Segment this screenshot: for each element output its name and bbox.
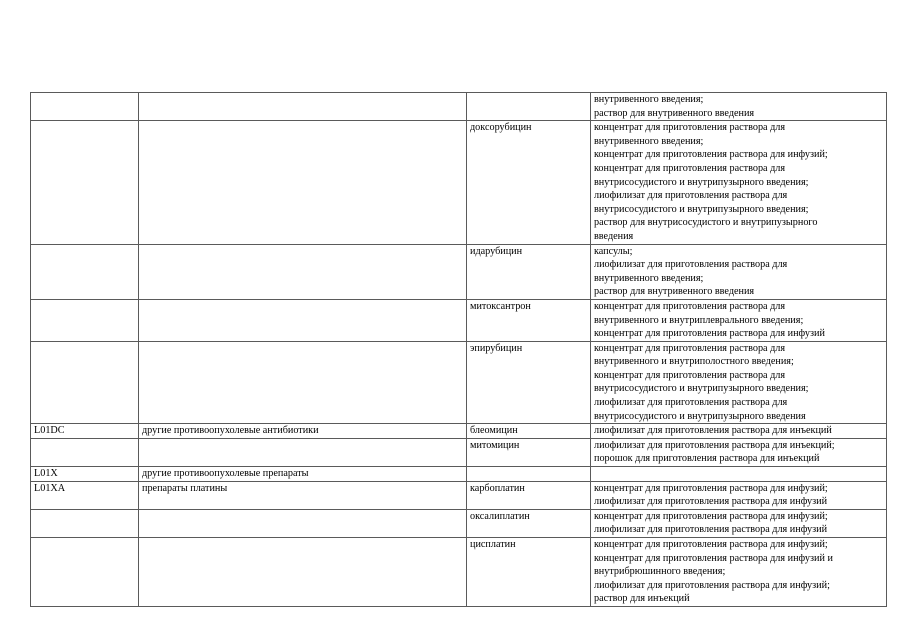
dosage-form-line: раствор для внутривенного введения — [594, 286, 755, 298]
drug-name-cell: митоксантрон — [467, 299, 591, 341]
dosage-form-line: концентрат для приготовления раствора для инфузий — [594, 328, 825, 340]
drug-name-cell — [467, 93, 591, 121]
anatomical-group-cell — [139, 509, 467, 537]
dosage-form-line: внутрисосудистого и внутрипузырного введения; — [594, 383, 809, 395]
dosage-form-line: лиофилизат для приготовления раствора для инъекций — [594, 425, 832, 437]
dosage-forms-cell — [591, 341, 887, 424]
dosage-form-line: раствор для инъекций — [594, 593, 690, 605]
dosage-forms-cell — [591, 467, 887, 482]
atc-code-cell — [31, 299, 139, 341]
drug-name-cell — [467, 467, 591, 482]
anatomical-group-cell — [139, 93, 467, 121]
dosage-form-line: внутрисосудистого и внутрипузырного введения — [594, 410, 806, 422]
dosage-forms-cell — [591, 121, 887, 244]
table-row — [31, 467, 887, 482]
table-row — [31, 438, 887, 466]
drug-table-body — [31, 93, 887, 607]
atc-code-cell: L01X — [31, 467, 139, 482]
drug-table — [30, 92, 887, 607]
dosage-forms-cell — [591, 244, 887, 299]
dosage-form-line: концентрат для приготовления раствора для инфузий; — [594, 482, 828, 494]
dosage-form-line: внутрисосудистого и внутрипузырного введения; — [594, 176, 809, 188]
dosage-form-line: лиофилизат для приготовления раствора для инфузий — [594, 496, 828, 508]
drug-name-cell: оксалиплатин — [467, 509, 591, 537]
table-row — [31, 509, 887, 537]
table-row — [31, 481, 887, 509]
table-row — [31, 538, 887, 607]
drug-name-cell: эпирубицин — [467, 341, 591, 424]
anatomical-group-cell: другие противоопухолевые антибиотики — [139, 424, 467, 439]
anatomical-group-cell — [139, 438, 467, 466]
drug-name-cell: карбоплатин — [467, 481, 591, 509]
dosage-form-line: лиофилизат для приготовления раствора для — [594, 259, 788, 271]
atc-code-cell: L01DC — [31, 424, 139, 439]
dosage-forms-cell — [591, 481, 887, 509]
dosage-form-line: лиофилизат для приготовления раствора для инъекций; — [594, 439, 835, 451]
dosage-form-line: лиофилизат для приготовления раствора для — [594, 190, 788, 202]
dosage-form-line: концентрат для приготовления раствора для — [594, 300, 786, 312]
dosage-forms-cell — [591, 424, 887, 439]
table-row — [31, 424, 887, 439]
drug-name-cell: митомицин — [467, 438, 591, 466]
dosage-form-line: порошок для приготовления раствора для инъекций — [594, 453, 820, 465]
atc-code-cell — [31, 93, 139, 121]
table-row — [31, 93, 887, 121]
dosage-form-line: лиофилизат для приготовления раствора для — [594, 397, 788, 409]
drug-name-cell: идарубицин — [467, 244, 591, 299]
dosage-form-line: введения — [594, 230, 634, 242]
table-row — [31, 121, 887, 244]
dosage-form-line: внутривенного введения; — [594, 272, 704, 284]
atc-code-cell — [31, 509, 139, 537]
dosage-forms-cell — [591, 93, 887, 121]
dosage-form-line: концентрат для приготовления раствора для инфузий; — [594, 510, 828, 522]
dosage-form-line: концентрат для приготовления раствора для — [594, 342, 786, 354]
dosage-form-line: внутривенного и внутриплеврального введения; — [594, 314, 804, 326]
table-row — [31, 244, 887, 299]
drug-name-cell: цисплатин — [467, 538, 591, 607]
dosage-form-line: лиофилизат для приготовления раствора для инфузий — [594, 524, 828, 536]
dosage-form-line: внутрисосудистого и внутрипузырного введения; — [594, 203, 809, 215]
dosage-forms-cell — [591, 538, 887, 607]
dosage-form-line: внутрибрюшинного введения; — [594, 566, 726, 578]
anatomical-group-cell: препараты платины — [139, 481, 467, 509]
anatomical-group-cell — [139, 299, 467, 341]
anatomical-group-cell — [139, 538, 467, 607]
dosage-form-line: внутривенного введения; — [594, 135, 704, 147]
anatomical-group-cell — [139, 121, 467, 244]
table-row — [31, 341, 887, 424]
dosage-forms-cell — [591, 438, 887, 466]
drug-name-cell: доксорубицин — [467, 121, 591, 244]
dosage-form-line: концентрат для приготовления раствора для — [594, 162, 786, 174]
dosage-form-line: раствор для внутрисосудистого и внутрипузырного — [594, 217, 818, 229]
dosage-form-line: концентрат для приготовления раствора для инфузий и — [594, 552, 833, 564]
atc-code-cell — [31, 538, 139, 607]
atc-code-cell — [31, 438, 139, 466]
anatomical-group-cell: другие противоопухолевые препараты — [139, 467, 467, 482]
dosage-forms-cell — [591, 299, 887, 341]
dosage-form-line: концентрат для приготовления раствора для инфузий; — [594, 539, 828, 550]
anatomical-group-cell — [139, 244, 467, 299]
dosage-forms-cell — [591, 509, 887, 537]
atc-code-cell — [31, 244, 139, 299]
drug-name-cell: блеомицин — [467, 424, 591, 439]
dosage-form-line: концентрат для приготовления раствора для — [594, 369, 786, 381]
dosage-form-line: капсулы; — [594, 245, 633, 257]
dosage-form-line: концентрат для приготовления раствора для — [594, 122, 786, 134]
anatomical-group-cell — [139, 341, 467, 424]
atc-code-cell — [31, 121, 139, 244]
atc-code-cell: L01XA — [31, 481, 139, 509]
dosage-form-line: лиофилизат для приготовления раствора для инфузий; — [594, 579, 830, 591]
dosage-form-line: концентрат для приготовления раствора для инфузий; — [594, 149, 828, 161]
dosage-form-line: внутривенного и внутриполостного введения; — [594, 356, 794, 368]
dosage-form-line: раствор для внутривенного введения — [594, 107, 755, 119]
dosage-form-line: внутривенного введения; — [594, 94, 704, 105]
atc-code-cell — [31, 341, 139, 424]
table-row — [31, 299, 887, 341]
